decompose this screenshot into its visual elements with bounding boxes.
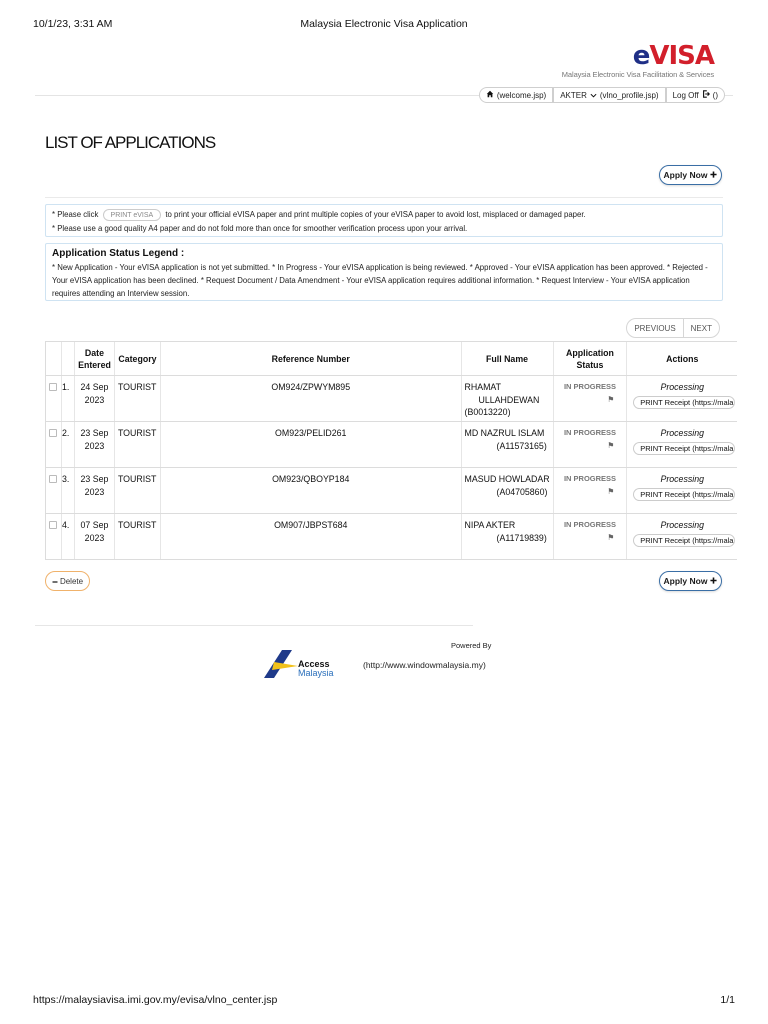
name-line-1: MASUD HOWLADAR <box>464 474 550 484</box>
row-category: TOURIST <box>114 422 160 468</box>
name-line-2: (A11573165) <box>496 440 547 451</box>
logoff-suffix: () <box>712 90 718 100</box>
chevron-down-icon <box>590 91 597 100</box>
apply-now-button-top[interactable] <box>659 165 722 185</box>
row-category: TOURIST <box>114 514 160 560</box>
print-footer <box>33 994 735 1008</box>
row-number: 3. <box>61 468 74 514</box>
row-checkbox[interactable] <box>49 429 57 437</box>
footer-divider <box>35 625 473 626</box>
previous-button[interactable]: PREVIOUS <box>634 323 676 333</box>
row-date: 23 Sep 2023 <box>74 422 114 468</box>
plus-icon <box>710 170 717 180</box>
row-date: 23 Sep 2023 <box>74 468 114 514</box>
print-header <box>33 18 735 32</box>
print-datetime: 10/1/23, 3:31 AM <box>33 18 113 30</box>
print-page-number: 1/1 <box>720 994 735 1006</box>
row-status <box>553 376 627 422</box>
row-reference: OM924/ZPWYM895 <box>160 376 461 422</box>
row-date: 24 Sep 2023 <box>74 376 114 422</box>
print-url: https://malaysiavisa.imi.gov.my/evisa/vlno_center.jsp <box>33 994 278 1006</box>
header-application-status: Application Status <box>553 342 627 376</box>
pagination <box>626 318 720 338</box>
row-actions <box>627 422 737 468</box>
delete-button[interactable] <box>45 571 90 591</box>
logout-icon <box>702 90 710 100</box>
minus-icon <box>52 577 58 586</box>
status-text: IN PROGRESS <box>563 474 617 483</box>
status-text: IN PROGRESS <box>563 520 617 529</box>
apply-now-label: Apply Now <box>663 170 708 180</box>
row-select[interactable] <box>46 514 62 560</box>
name-line-3: (B0013220) <box>464 407 511 417</box>
name-line-1: MD NAZRUL ISLAM <box>464 428 545 438</box>
row-number: 1. <box>61 376 74 422</box>
table-row <box>46 468 738 514</box>
access-malaysia-text <box>298 660 334 678</box>
notice-line-1-pre: * Please click <box>52 210 99 219</box>
row-category: TOURIST <box>114 376 160 422</box>
profile-link-label: (vlno_profile.jsp) <box>599 90 659 100</box>
status-text: IN PROGRESS <box>563 428 617 437</box>
notice-line-1 <box>52 208 716 222</box>
logo-prefix: e <box>632 41 650 71</box>
home-icon <box>486 90 494 100</box>
row-status <box>553 514 627 560</box>
row-full-name <box>461 514 553 560</box>
status-legend <box>45 243 723 301</box>
next-button[interactable]: NEXT <box>690 323 712 333</box>
header-select <box>46 342 62 376</box>
page-title: LIST OF APPLICATIONS <box>45 133 216 152</box>
table-row <box>46 376 738 422</box>
row-select[interactable] <box>46 422 62 468</box>
row-status <box>553 422 627 468</box>
name-line-2: ULLAHDEWAN <box>478 394 540 405</box>
logo-suffix: VISA <box>649 41 714 71</box>
row-select[interactable] <box>46 468 62 514</box>
apply-now-label: Apply Now <box>663 576 708 586</box>
header-full-name: Full Name <box>461 342 553 376</box>
section-divider <box>45 197 723 198</box>
applications-table <box>45 341 737 560</box>
name-line-2: (A11719839) <box>496 532 547 543</box>
row-checkbox[interactable] <box>49 475 57 483</box>
row-full-name <box>461 422 553 468</box>
window-malaysia-link[interactable]: (http://www.windowmalaysia.my) <box>363 660 486 670</box>
notice-line-2: * Please use a good quality A4 paper and do not fold more than once for smoother verification process upon your arrival. <box>52 224 468 233</box>
user-name: AKTER <box>560 90 587 100</box>
access-word: Access <box>298 659 330 669</box>
logo-tagline: Malaysia Electronic Visa Facilitation & Services <box>561 70 714 79</box>
legend-title: Application Status Legend : <box>52 248 185 259</box>
print-receipt-button[interactable]: PRINT Receipt (https://mala <box>633 442 735 455</box>
row-date: 07 Sep 2023 <box>74 514 114 560</box>
legend-text: * New Application - Your eVISA application is not yet submitted. * In Progress - Your eVISA application is being reviewed. * Approved - Your eVISA application has been approved. * Rejected - Your eVISA application has been declined. * Request Document / Data Amendment - Your eVISA application requires additional information. * Request Interview - Your eVISA application requires attending an Interview session. <box>52 263 708 298</box>
status-detail-icon[interactable]: ⚑ <box>607 486 615 496</box>
print-evisa-button[interactable]: PRINT eVISA <box>103 209 162 221</box>
row-reference: OM923/PELID261 <box>160 422 461 468</box>
header-actions: Actions <box>627 342 737 376</box>
notice-line-1-post: to print your official eVISA paper and print multiple copies of your eVISA paper to avoid lost, misplaced or damaged paper. <box>165 210 586 219</box>
print-document-title: Malaysia Electronic Visa Application <box>300 18 468 30</box>
row-number: 2. <box>61 422 74 468</box>
name-line-1: RHAMAT <box>464 382 502 392</box>
row-actions <box>627 468 737 514</box>
evisa-logo-wordmark <box>554 43 714 69</box>
home-link[interactable] <box>479 87 553 103</box>
access-malaysia-mark-icon <box>262 648 298 680</box>
access-sub: Malaysia <box>298 668 334 678</box>
profile-link[interactable] <box>554 87 664 103</box>
table-row <box>46 514 738 560</box>
header-date-entered: Date Entered <box>74 342 114 376</box>
name-line-2: (A04705860) <box>496 486 548 497</box>
action-status: Processing <box>660 520 704 530</box>
name-line-1: NIPA AKTER <box>464 520 516 530</box>
home-link-label: (welcome.jsp) <box>496 90 547 100</box>
print-notice <box>45 204 723 237</box>
row-reference: OM907/JBPST684 <box>160 514 461 560</box>
top-navigation <box>479 87 725 103</box>
row-select[interactable] <box>46 376 62 422</box>
header-category: Category <box>114 342 160 376</box>
status-text: IN PROGRESS <box>563 382 617 391</box>
action-status: Processing <box>660 428 704 438</box>
row-actions <box>627 376 737 422</box>
print-receipt-button[interactable]: PRINT Receipt (https://mala <box>633 488 735 501</box>
action-status: Processing <box>660 474 704 484</box>
header-reference-number: Reference Number <box>160 342 461 376</box>
row-full-name <box>461 376 553 422</box>
plus-icon <box>710 576 717 586</box>
row-reference: OM923/QBOYP184 <box>160 468 461 514</box>
row-checkbox[interactable] <box>49 521 57 529</box>
status-detail-icon[interactable]: ⚑ <box>607 440 615 450</box>
row-full-name <box>461 468 553 514</box>
row-checkbox[interactable] <box>49 383 57 391</box>
row-status <box>553 468 627 514</box>
print-receipt-button[interactable]: PRINT Receipt (https://mala <box>633 534 735 547</box>
evisa-logo[interactable] <box>554 43 714 81</box>
header-number <box>61 342 74 376</box>
print-receipt-button[interactable]: PRINT Receipt (https://mala <box>633 396 735 409</box>
logoff-button[interactable] <box>666 87 725 103</box>
table-header-row <box>46 342 738 376</box>
powered-by-label: Powered By <box>451 641 492 650</box>
status-detail-icon[interactable]: ⚑ <box>607 394 615 404</box>
row-category: TOURIST <box>114 468 160 514</box>
action-status: Processing <box>660 382 704 392</box>
status-detail-icon[interactable]: ⚑ <box>607 532 615 542</box>
row-number: 4. <box>61 514 74 560</box>
row-actions <box>627 514 737 560</box>
apply-now-button-bottom[interactable] <box>659 571 722 591</box>
delete-label: Delete <box>59 576 84 586</box>
table-row <box>46 422 738 468</box>
logoff-label: Log Off <box>672 90 699 100</box>
